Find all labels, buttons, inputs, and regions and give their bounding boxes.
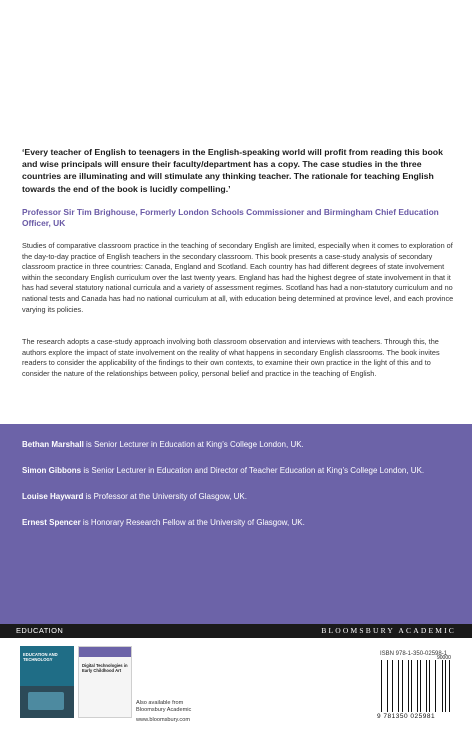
description-paragraph-2: The research adopts a case-study approach involving both classroom observation and interviews with teachers. Through this, the authors explore the impact of state involvement on the reality of what happens in secondary English classrooms. The book invites readers to consider the applicability of the findings to their own contexts, to examine their own practice in the light of this and to consider the nature of the relationships between policy, personal belief and practice in the teaching of English. [22,337,440,378]
author-bio [22,492,462,502]
endorsement-attribution: Professor Sir Tim Brighouse, Formerly London Schools Commissioner and Birmingham Chief Education Officer, UK [22,207,439,228]
author-bio [22,466,462,476]
related-book-cover [20,646,74,718]
barcode-icon [380,660,454,712]
cover-image-detail [28,692,64,710]
related-book-title: Digital Technologies in Early Childhood Art [82,663,128,673]
subject-label: EDUCATION [16,626,64,635]
author-name: Ernest Spencer [22,518,81,527]
author-name: Simon Gibbons [22,466,82,475]
author-description: is Senior Lecturer in Education at King’s College London, UK. [83,440,304,449]
cover-band [79,647,132,657]
endorsement-quote: ‘Every teacher of English to teenagers in the English-speaking world will profit from reading this book and wise principals will ensure their faculty/department has a copy. The case studies in the three countries are illuminating and will stimulate any thinking teacher. The rationale for teaching English towards the end of the book is lucidly compelling.’ [22,147,443,194]
author-description: is Senior Lecturer in Education and Director of Teacher Education at King’s College London, UK. [81,466,425,475]
also-available-text: Also available from Bloomsbury Academic [136,700,192,713]
price-code: 90000 [437,655,451,661]
subject-bar [0,624,472,638]
publisher-url: www.bloomsbury.com [136,717,190,723]
publisher-logo: BLOOMSBURY ACADEMIC [321,626,456,635]
author-bio [22,518,462,528]
related-book-title: EDUCATION AND TECHNOLOGY [23,652,58,662]
author-description: is Professor at the University of Glasgow, UK. [83,492,247,501]
author-bio [22,440,462,450]
description-paragraph-1: Studies of comparative classroom practice in the teaching of secondary English are limited, especially when it comes to exploration of the day-to-day practice of English teachers in the secondary classroom. This book presents a case-study analysis of secondary classroom practice in three countries: Canada, England and Scotland. Each country has had different degrees of state involvement within the secondary English curriculum over the last twenty years. England has had the highest degree of state involvement in that it has had several statutory national curricula and a variety of assessment regimes. Scotland has had a non-statutory curriculum and no national tests and Canada has had no national curriculum at all, with education being determined at province level, and each province varying its policies. [22,241,454,314]
isbn-label: ISBN 978-1-350-02598-1 [380,651,448,657]
author-name: Bethan Marshall [22,440,84,449]
barcode-number: 9 781350 025981 [377,713,436,720]
author-description: is Honorary Research Fellow at the University of Glasgow, UK. [80,518,305,527]
related-book-cover [78,646,132,718]
author-name: Louise Hayward [22,492,84,501]
